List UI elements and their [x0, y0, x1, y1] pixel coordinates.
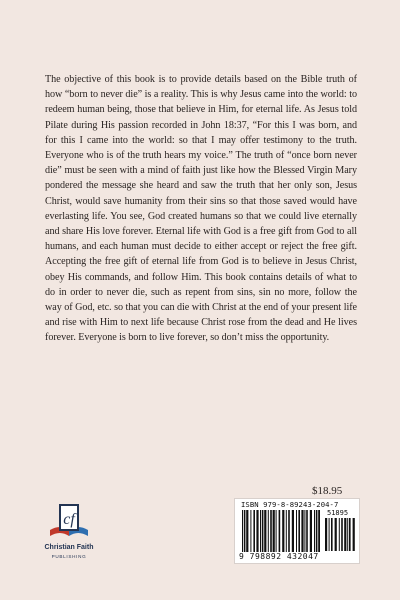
- addon-bars: [325, 518, 355, 551]
- publisher-tagline: PUBLISHING: [51, 554, 87, 559]
- barcode-digits: 9 798892 432047: [239, 552, 319, 561]
- price-label: $18.95: [312, 485, 343, 497]
- publisher-logo: [38, 500, 100, 570]
- logo-monogram: cf: [63, 511, 75, 528]
- back-cover-blurb: The objective of this book is to provide details based on the Bible truth of how “born to never die” is a reality. This is why Jesus came into the world: to redeem human being, those that believe in Him, for eternal life. As Jesus told Pilate during His passion recorded in John 18:37, “For this I was born, and for this I came into the world: so that I may offer testimony to the truth. Everyone who is of the truth hears my voice.” The truth of “once born never die” must be seen with a mind of faith just like how the Blessed Virgin Mary pondered the message she heard and saw the truth that her only son, Jesus Christ, would save humanity from their sins so that those saved would have everlasting life. You see, God created humans so that we could live eternally and share His love forever. Eternal life with God is a free gift from God to all humans, and each human must decide to either accept or reject the free gift. Accepting the free gift of eternal life from God is to believe in Jesus Christ, obey His commands, and follow Him. This book contains details of what to do in order to never die, such as repent from sins, sin no more, follow the way of God, etc. so that you can die with Christ at the end of your present life and rise with Him to next life because Christ rose from the dead and He lives forever. Everyone is born to live forever, so don’t miss the opportunity.: [45, 74, 357, 344]
- open-book-logo-icon: [46, 500, 92, 542]
- addon-code: 51895: [327, 509, 349, 517]
- isbn-barcode: [234, 498, 360, 564]
- ean13-bars: [242, 510, 320, 552]
- isbn-label: ISBN 979-8-89243-204-7: [241, 500, 339, 509]
- publisher-name: Christian Faith: [44, 544, 94, 551]
